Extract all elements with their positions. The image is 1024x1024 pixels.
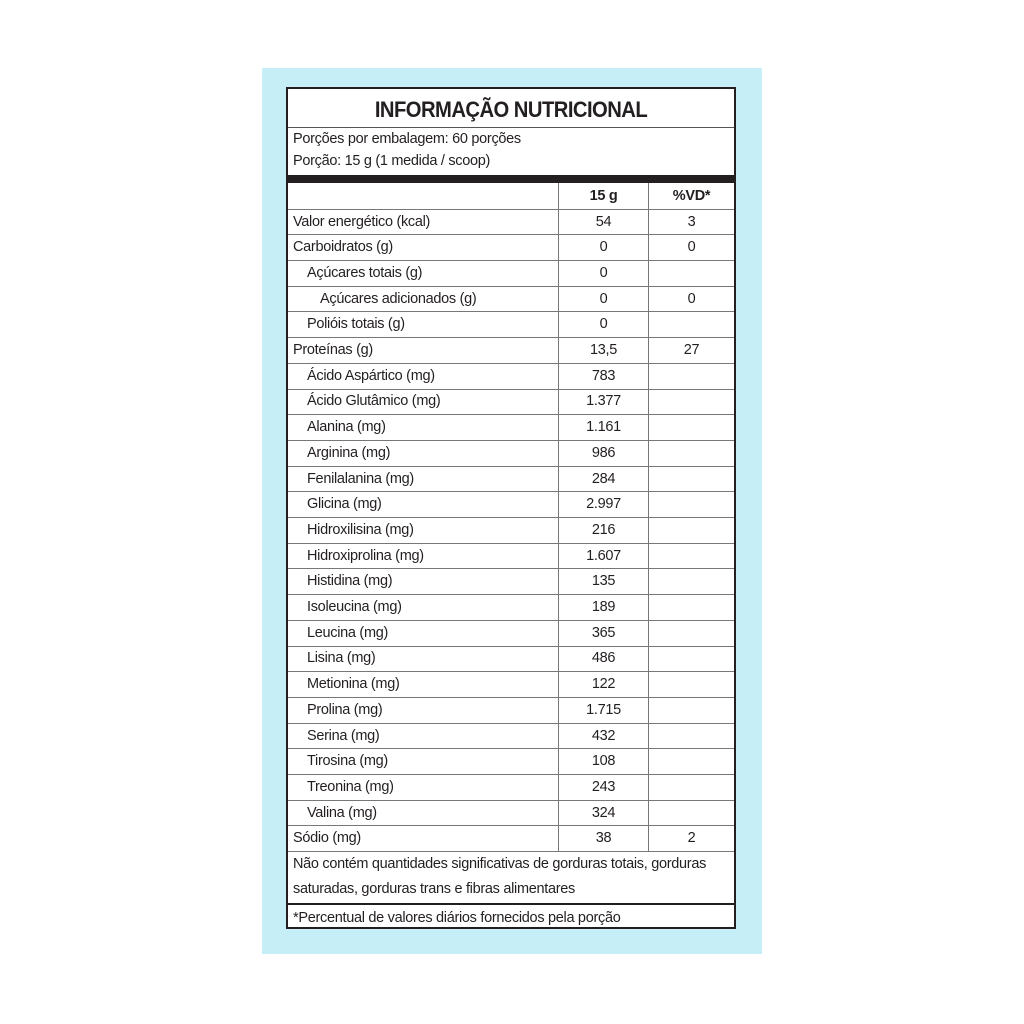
table-row [288,517,734,544]
table-row [288,800,734,827]
table-row [288,389,734,416]
table-row [288,466,734,493]
table-row [288,491,734,518]
nutrient-daily-value [648,543,734,569]
table-row [288,234,734,261]
nutrient-daily-value [648,774,734,800]
table-row [288,774,734,801]
nutrient-daily-value: 0 [648,286,734,312]
nutrient-value: 0 [558,234,648,260]
nutrient-daily-value [648,646,734,672]
nutrient-daily-value [648,800,734,826]
table-row [288,209,734,236]
thick-divider [288,175,734,183]
nutrient-name: Metionina (mg) [307,676,400,693]
table-row [288,671,734,698]
table-row [288,620,734,647]
nutrient-daily-value [648,414,734,440]
nutrient-value: 13,5 [558,337,648,363]
nutrient-name: Leucina (mg) [307,624,389,641]
table-row [288,337,734,364]
nutrient-daily-value [648,620,734,646]
nutrient-daily-value: 2 [648,826,734,852]
nutrient-daily-value [648,363,734,389]
header-daily-value: %VD* [648,183,734,209]
nutrient-daily-value [648,491,734,517]
nutrient-name: Carboidratos (g) [293,239,393,256]
nutrient-name: Alanina (mg) [307,419,386,436]
serving-size: Porção: 15 g (1 medida / scoop) [293,153,491,169]
footnote-text: *Percentual de valores diários fornecidos pela porção [293,910,621,927]
table-row [288,312,734,339]
nutrient-name: Ácido Glutâmico (mg) [307,393,441,410]
nutrient-value: 108 [558,748,648,774]
nutrient-name: Ácido Aspártico (mg) [307,367,435,384]
nutrient-value: 1.715 [558,697,648,723]
table-row [288,748,734,775]
nutrient-name: Polióis totais (g) [307,316,405,333]
nutrient-value: 135 [558,569,648,595]
nutrient-value: 986 [558,440,648,466]
table-row [288,363,734,390]
nutrient-daily-value [648,697,734,723]
nutrient-name: Tirosina (mg) [307,753,388,770]
table-row [288,826,734,853]
table-row [288,414,734,441]
nutrient-value: 122 [558,671,648,697]
nutrient-value: 432 [558,723,648,749]
nutrient-value: 0 [558,286,648,312]
nutrient-daily-value [648,389,734,415]
nutrient-name: Glicina (mg) [307,496,382,513]
nutrient-daily-value [648,517,734,543]
nutrition-facts-label [286,87,736,929]
nutrient-value: 324 [558,800,648,826]
nutrient-daily-value [648,466,734,492]
table-row [288,260,734,287]
nutrient-value: 189 [558,594,648,620]
nutrient-value: 1.607 [558,543,648,569]
nutrient-value: 284 [558,466,648,492]
nutrient-name: Serina (mg) [307,727,380,744]
label-title: INFORMAÇÃO NUTRICIONAL [374,97,648,122]
nutrient-daily-value [648,312,734,338]
nutrient-daily-value [648,594,734,620]
nutrient-name: Valina (mg) [307,804,377,821]
table-row [288,543,734,570]
nutrient-value: 486 [558,646,648,672]
footnote-divider [288,903,734,905]
nutrient-value: 1.161 [558,414,648,440]
nutrient-value: 0 [558,260,648,286]
nutrient-name: Fenilalanina (mg) [307,470,414,487]
nutrient-daily-value [648,569,734,595]
table-row [288,697,734,724]
nutrient-name: Sódio (mg) [293,830,361,847]
nutrient-daily-value [648,440,734,466]
nutrient-value: 0 [558,312,648,338]
table-row [288,594,734,621]
header-per-serving: 15 g [558,183,648,209]
servings-per-package: Porções por embalagem: 60 porções [293,131,521,147]
nutrient-daily-value: 0 [648,234,734,260]
table-row [288,440,734,467]
nutrient-name: Hidroxilisina (mg) [307,521,414,538]
notice-text: Não contém quantidades significativas de gorduras totais, gorduras saturadas, gorduras trans e fibras alimentares [293,856,707,898]
nutrient-value: 54 [558,209,648,235]
nutrient-value: 1.377 [558,389,648,415]
header-blank-cell [288,183,558,209]
nutrient-name: Histidina (mg) [307,573,393,590]
table-row [288,646,734,673]
nutrient-name: Hidroxiprolina (mg) [307,547,424,564]
nutrient-value: 243 [558,774,648,800]
nutrient-value: 38 [558,826,648,852]
nutrient-daily-value [648,748,734,774]
nutrient-name: Açúcares adicionados (g) [320,290,477,307]
nutrient-name: Valor energético (kcal) [293,213,431,230]
nutrient-name: Prolina (mg) [307,701,383,718]
nutrient-name: Arginina (mg) [307,444,391,461]
nutrient-daily-value [648,723,734,749]
nutrient-name: Isoleucina (mg) [307,599,402,616]
nutrient-daily-value: 3 [648,209,734,235]
nutrient-value: 216 [558,517,648,543]
nutrient-name: Açúcares totais (g) [307,264,423,281]
nutrient-daily-value [648,260,734,286]
nutrient-value: 783 [558,363,648,389]
nutrient-name: Treonina (mg) [307,778,394,795]
table-row [288,569,734,596]
nutrient-name: Proteínas (g) [293,342,373,359]
nutrient-name: Lisina (mg) [307,650,376,667]
title-divider [288,127,734,128]
nutrient-value: 365 [558,620,648,646]
nutrient-value: 2.997 [558,491,648,517]
table-header-row [288,183,734,210]
table-row [288,723,734,750]
nutrient-daily-value [648,671,734,697]
nutrient-daily-value: 27 [648,337,734,363]
table-row [288,286,734,313]
